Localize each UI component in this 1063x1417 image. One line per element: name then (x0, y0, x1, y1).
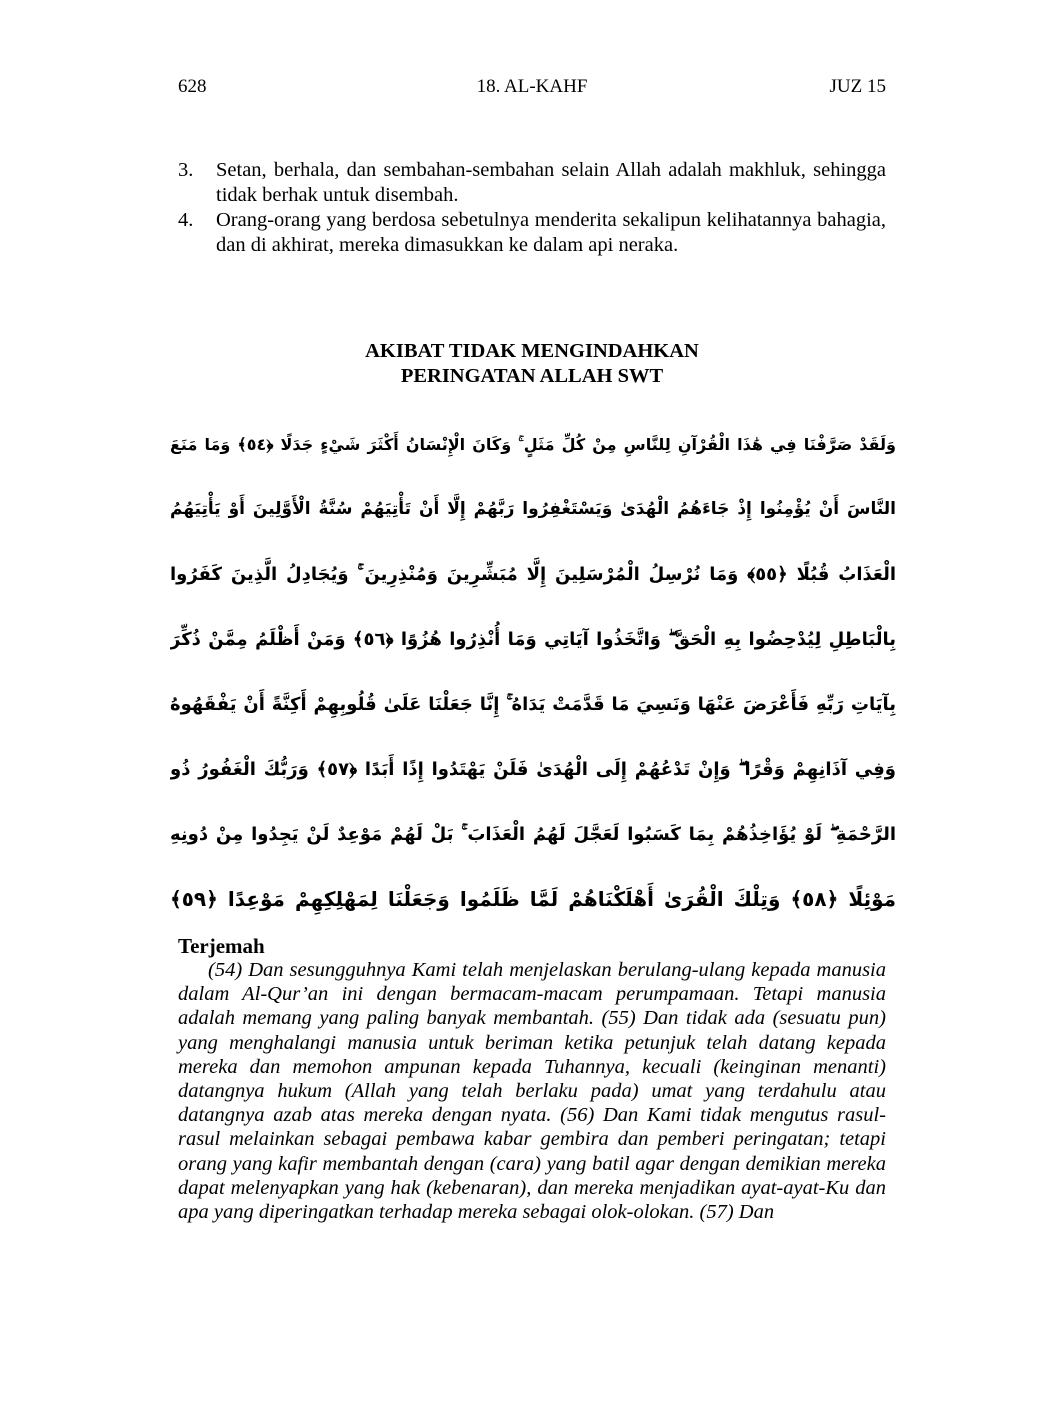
section-title-line-1: AKIBAT TIDAK MENGINDAHKAN (365, 340, 699, 362)
quran-verses-block (170, 412, 896, 932)
list-item-text: Orang-orang yang berdosa sebetulnya menderita sekalipun kelihatannya bahagia, dan di akhirat, mereka dimasukkan ke dalam api neraka. (216, 209, 886, 256)
list-item (178, 208, 886, 258)
section-title (178, 339, 886, 389)
quran-verse-line: وَفِي آذَانِهِمْ وَقْرًا ۖ وَإِنْ تَدْعُهُمْ إِلَى الْهُدَىٰ فَلَنْ يَهْتَدُوا إِذًا أَبَدًا ﴿٥٧﴾ وَرَبُّكَ الْغَفُورُ ذُو (170, 759, 896, 780)
quran-verse-line: مَوْئِلًا ﴿٥٨﴾ وَتِلْكَ الْقُرَىٰ أَهْلَكْنَاهُمْ لَمَّا ظَلَمُوا وَجَعَلْنَا لِمَهْلِكِهِمْ مَوْعِدًا ﴿٥٩﴾ (170, 887, 896, 911)
quran-verse-line: الْعَذَابُ قُبُلًا ﴿٥٥﴾ وَمَا نُرْسِلُ الْمُرْسَلِينَ إِلَّا مُبَشِّرِينَ وَمُنْذِرِينَ ۚ وَيُجَادِلُ الَّذِينَ كَفَرُوا (170, 564, 896, 585)
page-number: 628 (178, 76, 207, 97)
quran-verse-line: بِآيَاتِ رَبِّهِ فَأَعْرَضَ عَنْهَا وَنَسِيَ مَا قَدَّمَتْ يَدَاهُ ۚ إِنَّا جَعَلْنَا عَلَىٰ قُلُوبِهِمْ أَكِنَّةً أَنْ يَفْقَهُوهُ (170, 694, 896, 715)
list-item-number: 4. (178, 209, 194, 231)
list-item-number: 3. (178, 159, 194, 181)
section-title-line-2: PERINGATAN ALLAH SWT (400, 365, 664, 387)
chapter-title: 18. AL-KAHF (476, 76, 588, 97)
juz-label: JUZ 15 (829, 76, 886, 97)
quran-verse-line: وَلَقَدْ صَرَّفْنَا فِي هَٰذَا الْقُرْآنِ لِلنَّاسِ مِنْ كُلِّ مَثَلٍ ۚ وَكَانَ الْإِنْسَانُ أَكْثَرَ شَيْءٍ جَدَلًا ﴿٥٤﴾ وَمَا مَنَعَ (170, 435, 896, 454)
translation-heading: Terjemah (178, 934, 265, 958)
translation-body: (54) Dan sesungguhnya Kami telah menjelaskan berulang-ulang kepada manusia dalam Al-Qur’an ini dengan bermacam-macam perumpamaan. Tetapi manusia adalah memang yang paling banyak membantah. (55) Dan tidak ada (sesuatu pun) yang menghalangi manusia untuk beriman ketika petunjuk telah datang kepada mereka dan memohon ampunan kepada Tuhannya, kecuali (keinginan menanti) datangnya hukum (Allah yang telah berlaku pada) umat yang terdahulu atau datangnya azab atas mereka dengan nyata. (56) Dan Kami tidak mengutus rasul-rasul melainkan sebagai pembawa kabar gembira dan pemberi peringatan; tetapi orang yang kafir membantah dengan (cara) yang batil agar dengan demikian mereka dapat melenyapkan yang hak (kebenaran), dan mereka menjadikan ayat-ayat-Ku dan apa yang diperingatkan terhadap mereka sebagai olok-olokan. (57) Dan (178, 959, 886, 1224)
quran-verse-line: الرَّحْمَةِ ۖ لَوْ يُؤَاخِذُهُمْ بِمَا كَسَبُوا لَعَجَّلَ لَهُمُ الْعَذَابَ ۚ بَلْ لَهُمْ مَوْعِدٌ لَنْ يَجِدُوا مِنْ دُونِهِ (170, 824, 896, 845)
page-header (178, 76, 886, 100)
quran-verse-line: النَّاسَ أَنْ يُؤْمِنُوا إِذْ جَاءَهُمُ الْهُدَىٰ وَيَسْتَغْفِرُوا رَبَّهُمْ إِلَّا أَنْ تَأْتِيَهُمْ سُنَّةُ الْأَوَّلِينَ أَوْ يَأْتِيَهُمُ (170, 499, 896, 519)
list-item (178, 158, 886, 208)
list-item-text: Setan, berhala, dan sembahan-sembahan selain Allah adalah makhluk, sehingga tidak berhak untuk disembah. (216, 159, 886, 206)
lesson-points-list (178, 158, 886, 258)
quran-verse-line: بِالْبَاطِلِ لِيُدْحِضُوا بِهِ الْحَقَّ ۖ وَاتَّخَذُوا آيَاتِي وَمَا أُنْذِرُوا هُزُوًا ﴿٥٦﴾ وَمَنْ أَظْلَمُ مِمَّنْ ذُكِّرَ (170, 629, 896, 650)
